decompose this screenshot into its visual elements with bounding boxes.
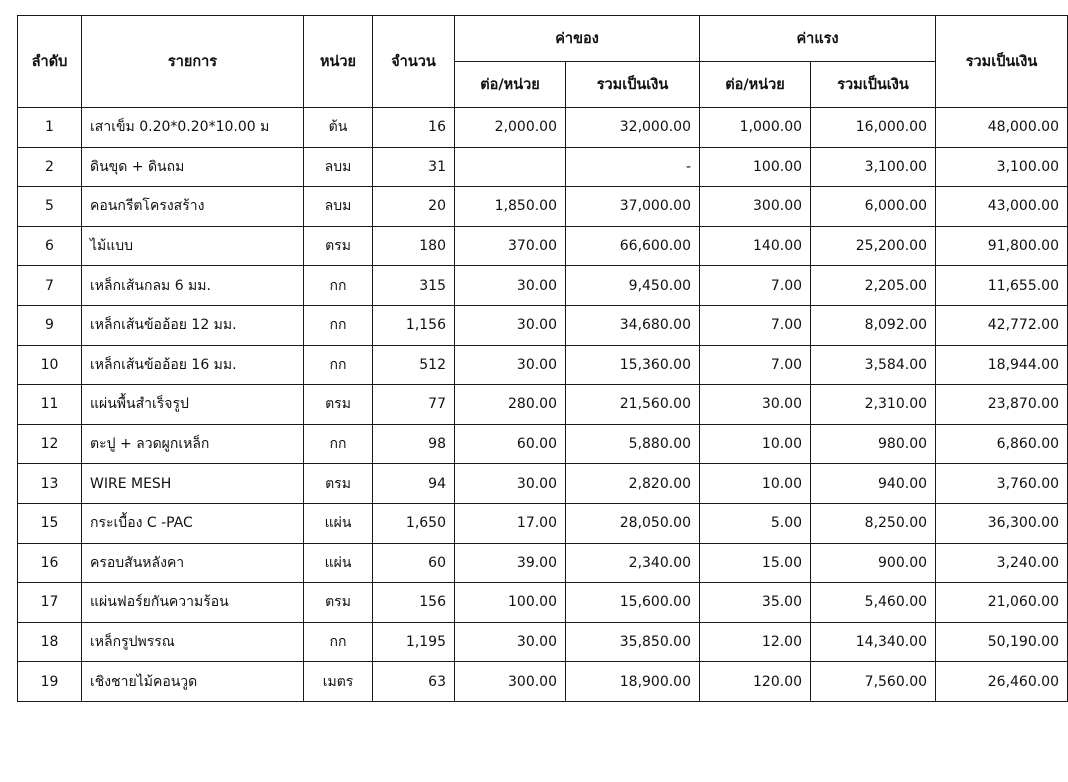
cell-labor-subtotal: 940.00 [811,464,936,504]
header-labor-cost: ค่าแรง [700,16,936,62]
cell-labor-subtotal: 3,584.00 [811,345,936,385]
cell-item: เสาเข็ม 0.20*0.20*10.00 ม [82,108,304,148]
cell-unit: ต้น [304,108,373,148]
header-grand-total: รวมเป็นเงิน [936,16,1068,108]
cell-quantity: 16 [373,108,455,148]
table-row [18,147,1068,187]
table-row [18,385,1068,425]
cell-material-subtotal: 66,600.00 [566,226,700,266]
cell-quantity: 77 [373,385,455,425]
cell-quantity: 315 [373,266,455,306]
cell-grand-total: 50,190.00 [936,622,1068,662]
cell-unit: กก [304,266,373,306]
cell-material-subtotal: 21,560.00 [566,385,700,425]
cell-quantity: 156 [373,583,455,623]
table-body [18,108,1068,702]
cell-quantity: 31 [373,147,455,187]
cell-labor-per-unit: 140.00 [700,226,811,266]
table-row [18,266,1068,306]
cell-labor-subtotal: 3,100.00 [811,147,936,187]
cell-quantity: 1,156 [373,305,455,345]
table-row [18,583,1068,623]
table-header [18,16,1068,108]
cell-item: เหล็กเส้นข้ออ้อย 16 มม. [82,345,304,385]
cell-no: 2 [18,147,82,187]
cell-item: WIRE MESH [82,464,304,504]
cell-no: 11 [18,385,82,425]
cell-labor-per-unit: 35.00 [700,583,811,623]
cell-labor-subtotal: 14,340.00 [811,622,936,662]
cell-item: ไม้แบบ [82,226,304,266]
cell-material-per-unit: 30.00 [455,345,566,385]
cell-material-per-unit: 300.00 [455,662,566,702]
cell-grand-total: 11,655.00 [936,266,1068,306]
cell-material-per-unit: 17.00 [455,503,566,543]
cell-quantity: 20 [373,187,455,227]
cell-material-subtotal: 32,000.00 [566,108,700,148]
cell-item: แผ่นฟอร์ยกันความร้อน [82,583,304,623]
table-row [18,503,1068,543]
cell-material-per-unit: 30.00 [455,622,566,662]
header-no: ลำดับ [18,16,82,108]
header-labor-subtotal: รวมเป็นเงิน [811,62,936,108]
cell-item: เหล็กเส้นข้ออ้อย 12 มม. [82,305,304,345]
cell-no: 5 [18,187,82,227]
cell-item: กระเบื้อง C -PAC [82,503,304,543]
cell-material-per-unit [455,147,566,187]
table-row [18,305,1068,345]
cell-quantity: 98 [373,424,455,464]
header-row-top [18,16,1068,62]
cell-unit: ตรม [304,385,373,425]
cell-grand-total: 42,772.00 [936,305,1068,345]
cell-quantity: 94 [373,464,455,504]
cell-labor-per-unit: 1,000.00 [700,108,811,148]
cell-material-per-unit: 30.00 [455,464,566,504]
cell-material-per-unit: 39.00 [455,543,566,583]
cell-material-per-unit: 2,000.00 [455,108,566,148]
cell-unit: ตรม [304,583,373,623]
cell-unit: ตรม [304,226,373,266]
cell-quantity: 180 [373,226,455,266]
cell-labor-subtotal: 900.00 [811,543,936,583]
cell-material-subtotal: 34,680.00 [566,305,700,345]
cell-labor-per-unit: 100.00 [700,147,811,187]
cell-labor-subtotal: 16,000.00 [811,108,936,148]
header-material-cost: ค่าของ [455,16,700,62]
cell-grand-total: 3,100.00 [936,147,1068,187]
cell-no: 7 [18,266,82,306]
cell-material-per-unit: 30.00 [455,305,566,345]
cell-quantity: 1,195 [373,622,455,662]
cell-grand-total: 3,760.00 [936,464,1068,504]
cell-no: 19 [18,662,82,702]
cell-no: 18 [18,622,82,662]
cell-material-subtotal: 37,000.00 [566,187,700,227]
cell-grand-total: 3,240.00 [936,543,1068,583]
cell-labor-subtotal: 980.00 [811,424,936,464]
header-material-subtotal: รวมเป็นเงิน [566,62,700,108]
table-row [18,662,1068,702]
table-row [18,622,1068,662]
cell-unit: กก [304,345,373,385]
header-quantity: จำนวน [373,16,455,108]
cell-item: เชิงชายไม้คอนวูด [82,662,304,702]
cell-labor-subtotal: 7,560.00 [811,662,936,702]
cell-unit: ตรม [304,464,373,504]
cell-quantity: 512 [373,345,455,385]
table-row [18,345,1068,385]
cell-unit: กก [304,305,373,345]
cell-quantity: 60 [373,543,455,583]
cell-no: 16 [18,543,82,583]
cell-quantity: 1,650 [373,503,455,543]
cell-material-per-unit: 1,850.00 [455,187,566,227]
header-unit: หน่วย [304,16,373,108]
cell-labor-subtotal: 6,000.00 [811,187,936,227]
cell-labor-subtotal: 8,092.00 [811,305,936,345]
cell-grand-total: 36,300.00 [936,503,1068,543]
cell-grand-total: 43,000.00 [936,187,1068,227]
cell-labor-per-unit: 300.00 [700,187,811,227]
boq-sheet [17,15,1068,702]
table-row [18,464,1068,504]
cell-no: 9 [18,305,82,345]
cell-no: 12 [18,424,82,464]
cell-labor-per-unit: 12.00 [700,622,811,662]
cell-labor-per-unit: 7.00 [700,305,811,345]
cell-unit: กก [304,622,373,662]
cell-labor-subtotal: 2,205.00 [811,266,936,306]
table-row [18,226,1068,266]
header-labor-per-unit: ต่อ/หน่วย [700,62,811,108]
cell-labor-per-unit: 5.00 [700,503,811,543]
cell-material-subtotal: 15,600.00 [566,583,700,623]
cell-labor-per-unit: 30.00 [700,385,811,425]
cell-grand-total: 23,870.00 [936,385,1068,425]
cell-item: คอนกรีตโครงสร้าง [82,187,304,227]
cell-labor-per-unit: 10.00 [700,424,811,464]
cell-grand-total: 26,460.00 [936,662,1068,702]
header-material-per-unit: ต่อ/หน่วย [455,62,566,108]
cell-no: 6 [18,226,82,266]
cell-material-subtotal: 5,880.00 [566,424,700,464]
cell-material-subtotal: 15,360.00 [566,345,700,385]
cell-item: เหล็กรูปพรรณ [82,622,304,662]
cell-material-subtotal: 35,850.00 [566,622,700,662]
table-row [18,424,1068,464]
cell-item: เหล็กเส้นกลม 6 มม. [82,266,304,306]
header-item: รายการ [82,16,304,108]
cell-grand-total: 18,944.00 [936,345,1068,385]
cell-material-subtotal: 2,820.00 [566,464,700,504]
cell-material-per-unit: 100.00 [455,583,566,623]
cell-unit: แผ่น [304,543,373,583]
cell-material-subtotal: 28,050.00 [566,503,700,543]
cell-labor-per-unit: 15.00 [700,543,811,583]
cell-unit: แผ่น [304,503,373,543]
cell-material-subtotal: 9,450.00 [566,266,700,306]
cell-item: ครอบสันหลังคา [82,543,304,583]
cell-material-per-unit: 370.00 [455,226,566,266]
cell-item: แผ่นพื้นสำเร็จรูป [82,385,304,425]
cell-quantity: 63 [373,662,455,702]
cell-labor-per-unit: 7.00 [700,266,811,306]
cell-unit: ลบม [304,187,373,227]
cell-material-per-unit: 30.00 [455,266,566,306]
cell-labor-subtotal: 5,460.00 [811,583,936,623]
cell-no: 17 [18,583,82,623]
cell-material-subtotal: - [566,147,700,187]
cell-no: 10 [18,345,82,385]
cell-material-per-unit: 280.00 [455,385,566,425]
cell-unit: กก [304,424,373,464]
cell-item: ดินขุด + ดินถม [82,147,304,187]
cell-labor-per-unit: 7.00 [700,345,811,385]
cell-no: 13 [18,464,82,504]
cell-grand-total: 6,860.00 [936,424,1068,464]
cell-grand-total: 91,800.00 [936,226,1068,266]
table-row [18,543,1068,583]
cell-labor-per-unit: 10.00 [700,464,811,504]
cell-material-subtotal: 2,340.00 [566,543,700,583]
cell-labor-subtotal: 25,200.00 [811,226,936,266]
cell-unit: เมตร [304,662,373,702]
cell-no: 15 [18,503,82,543]
cell-labor-per-unit: 120.00 [700,662,811,702]
table-row [18,187,1068,227]
cell-grand-total: 21,060.00 [936,583,1068,623]
cost-estimate-table [17,15,1068,702]
cell-labor-subtotal: 2,310.00 [811,385,936,425]
cell-grand-total: 48,000.00 [936,108,1068,148]
cell-item: ตะปู + ลวดผูกเหล็ก [82,424,304,464]
cell-labor-subtotal: 8,250.00 [811,503,936,543]
table-row [18,108,1068,148]
cell-unit: ลบม [304,147,373,187]
cell-material-subtotal: 18,900.00 [566,662,700,702]
cell-no: 1 [18,108,82,148]
cell-material-per-unit: 60.00 [455,424,566,464]
